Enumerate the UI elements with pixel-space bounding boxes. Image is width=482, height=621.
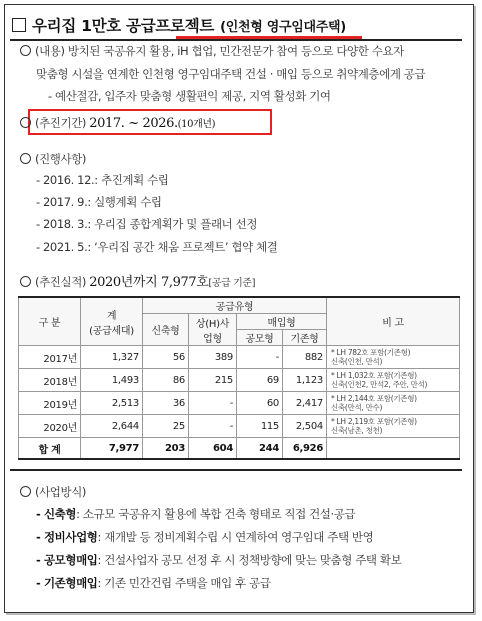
cell-public-private: 389	[189, 346, 237, 369]
supply-table	[18, 296, 460, 460]
cell-existing: 882	[283, 346, 327, 369]
cell-total: 1,327	[81, 346, 143, 369]
cell-existing: 6,926	[283, 438, 327, 460]
business-item-desc: : 건설사업자 공모 선정 후 시 정책방향에 맞는 맞춤형 주택 확보	[97, 553, 402, 567]
header-category: 구 분	[19, 297, 81, 346]
cell-public-offer: 244	[237, 438, 283, 460]
performance-value: 2020년까지 7,977호	[89, 275, 209, 290]
period-label: (추진기간)	[35, 116, 87, 130]
cell-existing: 1,123	[283, 369, 327, 392]
cell-new: 36	[143, 392, 189, 415]
content-heading	[20, 43, 404, 59]
business-heading	[20, 484, 86, 500]
cell-existing: 2,504	[283, 415, 327, 438]
remark-line: 신축(남촌, 청천)	[331, 426, 383, 435]
cell-new: 86	[143, 369, 189, 392]
content-line-1: 방치된 국공유지 활용, iH 협업, 민간전문가 참여 등으로 다양한 수요자	[67, 44, 404, 58]
title-divider	[10, 39, 462, 41]
header-public-private: 상(H)사업형	[189, 314, 237, 346]
circle-bullet-icon	[20, 153, 31, 164]
table-header-row	[19, 297, 460, 314]
circle-bullet-icon	[20, 117, 31, 128]
business-item	[36, 529, 373, 545]
header-total-label: 계	[106, 310, 117, 322]
remark-line: * LH 782호 포함(기존형)	[331, 348, 411, 357]
performance-label: (추진실적)	[35, 275, 87, 289]
cell-public-offer: 115	[237, 415, 283, 438]
business-item-desc: : 소규모 국공유지 활용에 복합 건축 형태로 직접 건설·공급	[76, 507, 356, 521]
page-title: 우리집 1만호 공급프로젝트	[32, 17, 215, 35]
header-new-build: 신축형	[143, 314, 189, 346]
cell-remarks	[327, 415, 460, 438]
content-line-3: - 예산절감, 입주자 맞춤형 생활편익 제공, 지역 활성화 기여	[48, 89, 331, 103]
progress-item: - 2021. 5.: ‘우리집 공간 채움 프로젝트’ 협약 체결	[36, 240, 278, 254]
period-value: 2017. ~ 2026.	[89, 116, 178, 131]
header-remarks: 비 고	[327, 297, 460, 346]
cell-total: 2,644	[81, 415, 143, 438]
cell-year: 2018년	[19, 369, 81, 392]
cell-public-private: -	[189, 392, 237, 415]
performance-row	[20, 271, 255, 290]
cell-total: 1,493	[81, 369, 143, 392]
circle-bullet-icon	[20, 276, 31, 287]
cell-remarks	[327, 392, 460, 415]
cell-public-offer: 60	[237, 392, 283, 415]
period-row	[20, 115, 215, 131]
cell-public-private: -	[189, 415, 237, 438]
cell-total: 2,513	[81, 392, 143, 415]
table-total-row	[19, 438, 460, 460]
header-total-sub: (공급세대)	[89, 325, 134, 337]
business-item	[36, 552, 401, 568]
page-subtitle: (인천형 영구임대주택)	[220, 19, 346, 35]
content-label: (내용)	[35, 44, 65, 58]
cell-remarks	[327, 346, 460, 369]
business-item	[36, 575, 270, 591]
progress-item: - 2017. 9.: 실행계획 수립	[36, 195, 162, 209]
business-item-name: - 기존형매입	[36, 576, 98, 590]
business-item-name: - 공모형매입	[36, 553, 98, 567]
cell-year: 2019년	[19, 392, 81, 415]
progress-item: - 2016. 12.: 추진계획 수립	[36, 173, 169, 187]
remark-line: * LH 1,032호 포함(기존형)	[331, 371, 417, 380]
content-line-2: 맞춤형 시설을 연계한 인천형 영구임대주택 건설 · 매입 등으로 취약계층에게 공급	[36, 67, 426, 81]
cell-remarks	[327, 369, 460, 392]
remark-line: 신축(인천, 만석)	[331, 357, 383, 366]
header-supply-type: 공급유형	[143, 297, 327, 314]
progress-label: (진행사항)	[35, 152, 87, 166]
remark-line: 신축(인천2, 만석2, 주안, 만석)	[331, 380, 428, 389]
table-row	[19, 346, 460, 369]
title-row	[12, 12, 462, 38]
period-note: (10개년)	[177, 119, 216, 130]
cell-remarks-empty	[327, 438, 460, 460]
business-item	[36, 506, 355, 522]
business-item-name: - 정비사업형	[36, 530, 98, 544]
cell-new: 203	[143, 438, 189, 460]
cell-public-offer: -	[237, 346, 283, 369]
business-item-desc: : 기존 민간건립 주택을 매입 후 공급	[97, 576, 271, 590]
business-label: (사업방식)	[35, 485, 87, 499]
table-row	[19, 369, 460, 392]
header-existing: 기존형	[283, 330, 327, 346]
section-divider	[10, 469, 462, 471]
cell-public-private: 215	[189, 369, 237, 392]
cell-year: 2020년	[19, 415, 81, 438]
cell-year: 2017년	[19, 346, 81, 369]
header-total	[81, 297, 143, 346]
progress-item: - 2018. 3.: 우리집 종합계획가 및 플래너 선정	[36, 217, 258, 231]
performance-note: [공급 기준]	[208, 278, 256, 289]
header-public-offer: 공모형	[237, 330, 283, 346]
table-row	[19, 415, 460, 438]
cell-new: 25	[143, 415, 189, 438]
cell-public-private: 604	[189, 438, 237, 460]
cell-total: 7,977	[81, 438, 143, 460]
cell-total-label: 합 계	[19, 438, 81, 460]
business-item-desc: : 재개발 등 정비계획수립 시 연계하여 영구임대 주택 반영	[97, 530, 374, 544]
square-bullet-icon	[12, 18, 26, 32]
progress-heading	[20, 151, 86, 167]
remark-line: 신축(만석, 만수)	[331, 403, 383, 412]
cell-existing: 2,417	[283, 392, 327, 415]
header-purchase: 매입형	[237, 314, 327, 330]
cell-public-offer: 69	[237, 369, 283, 392]
business-item-name: - 신축형	[36, 507, 77, 521]
remark-line: * LH 2,119호 포함(기존형)	[331, 417, 417, 426]
table-row	[19, 392, 460, 415]
circle-bullet-icon	[20, 486, 31, 497]
remark-line: * LH 2,144호 포함(기존형)	[331, 394, 417, 403]
circle-bullet-icon	[20, 45, 31, 56]
cell-new: 56	[143, 346, 189, 369]
